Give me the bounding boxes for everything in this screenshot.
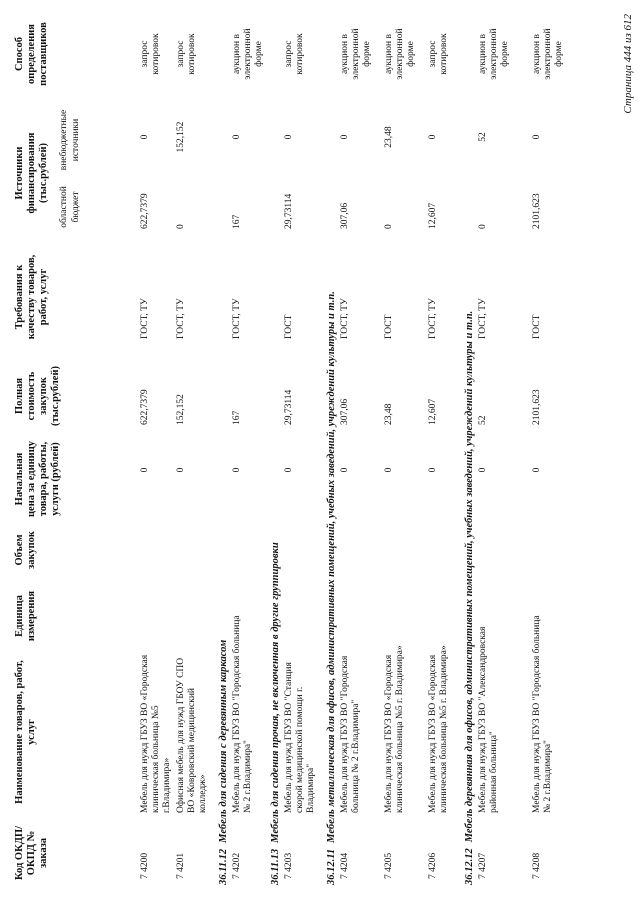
row-method: аукцион в электронной форме (478, 28, 510, 80)
header-funding-extra: внебюджетные источники (59, 109, 81, 171)
header-price: Начальная цена за единицу товара, работы, услуги (рублей) (14, 440, 61, 517)
row-total: 29,73114 (284, 389, 294, 425)
row-number: 7 4204 (340, 852, 350, 879)
row-funding-regional: 2101,623 (532, 193, 542, 229)
row-requirements: ГОСТ, ТУ (140, 298, 150, 339)
row-requirements: ГОСТ (284, 314, 294, 339)
row-name: Мебель для нужд ГБУЗ ВО «Городская клиническая больница №5 г. Владимира» (428, 645, 449, 813)
row-price: 0 (232, 467, 242, 473)
row-total: 23,48 (384, 403, 394, 425)
row-total: 307,06 (340, 398, 350, 425)
row-funding-regional: 12,607 (428, 202, 438, 229)
row-funding-extra: 52 (478, 132, 488, 142)
page-number: Страница 444 из 612 (622, 14, 634, 114)
row-method: аукцион в электронной форме (340, 28, 372, 80)
row-funding-extra: 0 (284, 134, 294, 140)
row-total: 167 (232, 410, 242, 425)
row-requirements: ГОСТ (384, 314, 394, 339)
row-price: 0 (532, 467, 542, 473)
header-funding-regional: областной бюджет (59, 186, 81, 228)
row-funding-regional: 29,73114 (284, 193, 294, 229)
row-price: 0 (176, 467, 186, 473)
row-funding-regional: 0 (478, 224, 488, 229)
row-total: 52 (478, 415, 488, 425)
row-funding-regional: 167 (232, 214, 242, 229)
row-funding-regional: 622,7379 (140, 193, 150, 229)
header-funding: Источники финансирования (тыс.рублей) (14, 132, 49, 214)
row-number: 7 4200 (140, 852, 150, 879)
row-funding-extra: 152,152 (176, 121, 186, 153)
group-heading: 36.12.11Мебель металлическая для офисов, административных помещений, учебных заведений, учреждений культуры и т.п. (326, 291, 337, 885)
row-funding-extra: 0 (340, 134, 350, 140)
row-name: Мебель для нужд ГБУЗ ВО "Станция скорой медицинской помощи г. Владимира" (284, 662, 316, 813)
row-funding-regional: 0 (176, 224, 186, 229)
row-total: 152,152 (176, 394, 186, 425)
header-volume: Объем закупок (14, 531, 37, 569)
row-price: 0 (340, 467, 350, 473)
row-name: Мебель для нужд ГБУЗ ВО «Городская клиническая больница №5 г.Владимира» (140, 654, 172, 813)
row-total: 622,7379 (140, 389, 150, 425)
row-method: запрос котировок (428, 33, 449, 75)
row-method: запрос котировок (176, 33, 197, 75)
row-funding-regional: 0 (384, 224, 394, 229)
header-method: Способ определения поставщиков (14, 22, 49, 86)
row-method: аукцион в электронной форме (384, 28, 416, 80)
row-funding-extra: 0 (428, 134, 438, 140)
row-requirements: ГОСТ, ТУ (232, 298, 242, 339)
row-requirements: ГОСТ, ТУ (340, 298, 350, 339)
row-requirements: ГОСТ, ТУ (478, 298, 488, 339)
row-requirements: ГОСТ (532, 314, 542, 339)
header-unit: Единица измерения (14, 590, 37, 642)
header-requirements: Требования к качеству товаров, работ, услуг (14, 254, 49, 340)
header-total: Полная стоимость закупок (тыс.рублей) (14, 365, 61, 427)
group-heading: 36.11.12Мебель для сидения с деревянным каркасом (218, 639, 229, 885)
row-number: 7 4207 (478, 852, 488, 879)
row-funding-extra: 23,48 (384, 126, 394, 148)
row-funding-extra: 0 (140, 134, 150, 140)
header-name: Наименование товаров, работ, услуг (14, 660, 37, 804)
row-name: Мебель для нужд ГБУЗ ВО "Городская больница № 2 г.Владимира" (340, 655, 361, 813)
row-name: Мебель для нужд ГБУЗ ВО "Городская больница № 2 г.Владимира" (232, 615, 253, 813)
row-total: 12,607 (428, 398, 438, 425)
row-price: 0 (384, 467, 394, 473)
group-heading: 36.12.12Мебель деревянная для офисов, административных помещений, учебных заведений, учреждений культуры и т.п. (464, 310, 475, 885)
row-number: 7 4203 (284, 852, 294, 879)
row-price: 0 (140, 467, 150, 473)
row-method: аукцион в электронной форме (532, 28, 564, 80)
row-funding-extra: 0 (232, 134, 242, 140)
row-number: 7 4208 (532, 852, 542, 879)
row-price: 0 (428, 467, 438, 473)
row-total: 2101,623 (532, 389, 542, 425)
row-name: Мебель для нужд ГБУЗ ВО "Александровская районная больница" (478, 626, 499, 813)
row-number: 7 4206 (428, 852, 438, 879)
row-method: запрос котировок (140, 33, 161, 75)
row-name: Мебель для нужд ГБУЗ ВО "Городская больница № 2 г.Владимира" (532, 615, 553, 813)
row-name: Мебель для нужд ГБУЗ ВО «Городская клиническая больница №5 г. Владимира» (384, 645, 405, 813)
row-number: 7 4205 (384, 852, 394, 879)
row-price: 0 (478, 467, 488, 473)
header-code: Код ОКДП/ ОКПД № заказа (14, 825, 49, 881)
row-price: 0 (284, 467, 294, 473)
row-number: 7 4201 (176, 852, 186, 879)
row-funding-regional: 307,06 (340, 202, 350, 229)
row-method: запрос котировок (284, 33, 305, 75)
row-requirements: ГОСТ, ТУ (176, 298, 186, 339)
group-heading: 36.11.13Мебель для сидения прочая, не включенная в другие группировки (270, 542, 281, 885)
row-funding-extra: 0 (532, 134, 542, 140)
row-number: 7 4202 (232, 852, 242, 879)
row-method: аукцион в электронной форме (232, 28, 264, 80)
row-requirements: ГОСТ, ТУ (428, 298, 438, 339)
row-name: Офисная мебель для нужд ГБОУ СПО ВО «Ковровский медицинский колледж» (176, 657, 208, 813)
